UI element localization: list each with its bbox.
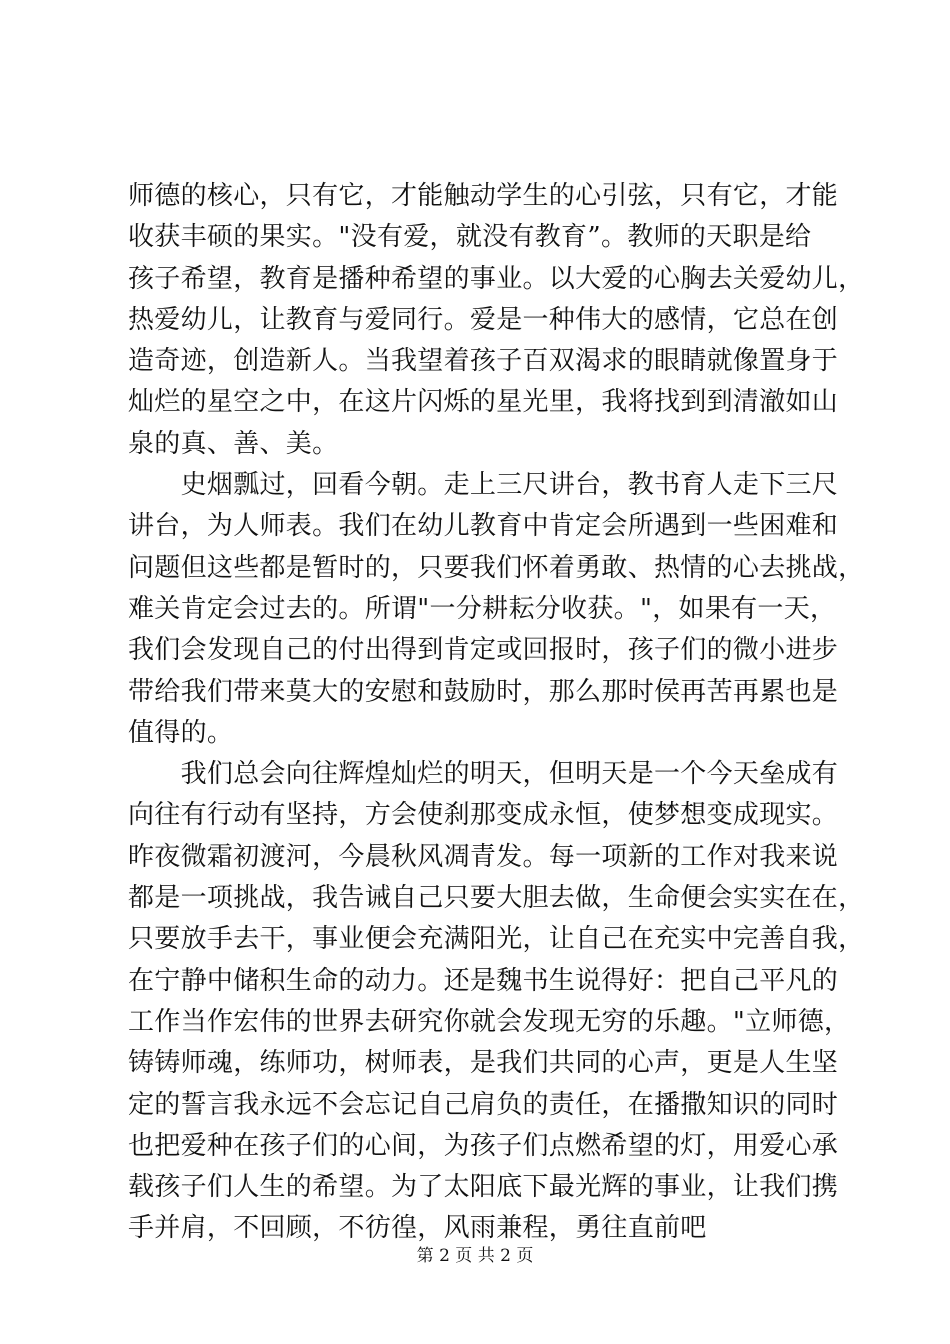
text-line: 在宁静中储积生命的动力。还是魏书生说得好：把自己平凡的 (128, 965, 839, 996)
text-line: 铸铸师魂，练师功，树师表，是我们共同的心声，更是人生坚 (128, 1048, 839, 1079)
text-line: 造奇迹，创造新人。当我望着孩子百双渴求的眼睛就像置身于 (128, 346, 839, 377)
text-line: 我们会发现自己的付出得到肯定或回报时，孩子们的微小进步 (128, 635, 839, 666)
text-line: 都是一项挑战，我告诫自己只要大胆去做，生命便会实实在在， (128, 883, 865, 914)
body-text (128, 176, 865, 1250)
text-line: 昨夜微霜初渡河，今晨秋风凋青发。每一项新的工作对我来说 (128, 841, 839, 872)
text-line: 师德的核心，只有它，才能触动学生的心引弦，只有它，才能 (128, 181, 839, 211)
text-line: 向往有行动有坚持，方会使刹那变成永恒，使梦想变成现实。 (128, 800, 839, 831)
text-line: 我们总会向往辉煌灿烂的明天，但明天是一个今天垒成有 (128, 759, 839, 790)
text-line: 泉的真、善、美。 (128, 428, 339, 459)
text-line: 工作当作宏伟的世界去研究你就会发现无穷的乐趣。"立师德， (128, 1006, 851, 1037)
text-line: 载孩子们人生的希望。为了太阳底下最光辉的事业，让我们携 (128, 1172, 839, 1203)
text-line: 难关肯定会过去的。所谓"一分耕耘分收获。"，如果有一天， (128, 593, 837, 624)
text-line: 手并肩，不回顾，不彷徨，风雨兼程，勇往直前吧 (128, 1213, 707, 1244)
text-line: 只要放手去干，事业便会充满阳光，让自己在充实中完善自我， (128, 924, 865, 955)
text-line: 孩子希望，教育是播种希望的事业。以大爱的心胸去关爱幼儿， (128, 263, 865, 294)
text-line: 带给我们带来莫大的安慰和鼓励时，那么那时侯再苦再累也是 (128, 676, 839, 707)
text-line: 讲台，为人师表。我们在幼儿教育中肯定会所遇到一些困难和 (128, 511, 839, 542)
text-line: 灿烂的星空之中，在这片闪烁的星光里，我将找到到清澈如山 (128, 387, 839, 418)
text-line: 热爱幼儿，让教育与爱同行。爱是一种伟大的感情，它总在创 (128, 304, 839, 335)
text-line: 也把爱种在孩子们的心间，为孩子们点燃希望的灯，用爱心承 (128, 1130, 839, 1161)
text-line: 史烟瓢过，回看今朝。走上三尺讲台，教书育人走下三尺 (128, 470, 839, 501)
text-line: 收获丰硕的果实。"没有爱，就没有教育”。教师的天职是给 (128, 222, 812, 253)
text-line: 问题但这些都是暂时的，只要我们怀着勇敢、热情的心去挑战， (128, 552, 865, 583)
page-number-footer: 第 2 页 共 2 页 (416, 1246, 534, 1266)
text-line: 值得的。 (128, 717, 234, 748)
text-line: 定的誓言我永远不会忘记自己肩负的责任，在播撒知识的同时 (128, 1089, 839, 1120)
